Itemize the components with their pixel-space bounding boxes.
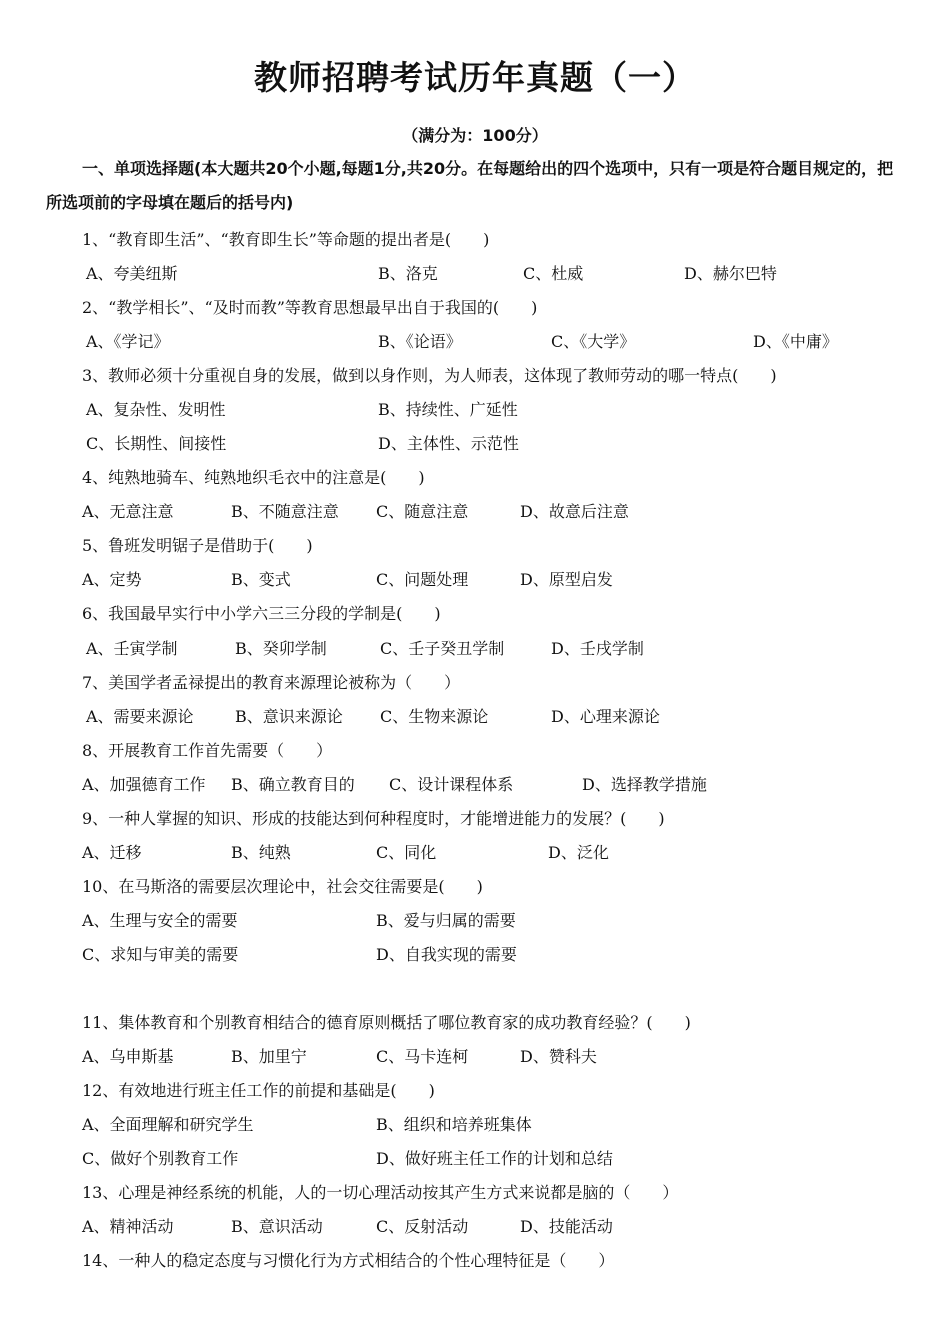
option-d: D、原型启发 xyxy=(520,570,613,589)
option-a: A、需要来源论 xyxy=(86,707,194,726)
option-d: D、《中庸》 xyxy=(753,332,838,351)
option-d: D、主体性、示范性 xyxy=(378,434,519,453)
option-c: C、同化 xyxy=(376,843,437,862)
question-stem: 1、“教育即生活”、“教育即生长”等命题的提出者是( ) xyxy=(82,230,490,249)
option-d: D、壬戌学制 xyxy=(551,639,644,658)
option-a: A、精神活动 xyxy=(82,1217,174,1236)
option-c: C、长期性、间接性 xyxy=(86,434,227,453)
option-c: C、生物来源论 xyxy=(380,707,489,726)
option-d: D、做好班主任工作的计划和总结 xyxy=(376,1149,613,1168)
option-d: D、自我实现的需要 xyxy=(376,945,517,964)
question-stem: 7、美国学者孟禄提出的教育来源理论被称为（ ） xyxy=(82,673,461,692)
option-b: B、加里宁 xyxy=(231,1047,307,1066)
option-d: D、泛化 xyxy=(548,843,609,862)
option-c: C、设计课程体系 xyxy=(389,775,514,794)
option-d: D、选择教学措施 xyxy=(582,775,707,794)
option-a: A、全面理解和研究学生 xyxy=(82,1115,254,1134)
option-a: A、壬寅学制 xyxy=(86,639,178,658)
question-stem: 14、一种人的稳定态度与习惯化行为方式相结合的个性心理特征是（ ） xyxy=(82,1251,615,1270)
option-d: D、赞科夫 xyxy=(520,1047,597,1066)
option-b: B、确立教育目的 xyxy=(231,775,355,794)
option-a: A、乌申斯基 xyxy=(82,1047,174,1066)
question-stem: 13、心理是神经系统的机能，人的一切心理活动按其产生方式来说都是脑的（ ） xyxy=(82,1183,679,1202)
option-c: C、马卡连柯 xyxy=(376,1047,469,1066)
document-title: 教师招聘考试历年真题（一） xyxy=(254,58,696,97)
option-d: D、故意后注意 xyxy=(520,502,629,521)
option-a: A、生理与安全的需要 xyxy=(82,911,238,930)
option-a: A、无意注意 xyxy=(82,502,174,521)
option-c: C、反射活动 xyxy=(376,1217,469,1236)
option-d: D、心理来源论 xyxy=(551,707,660,726)
question-stem: 10、在马斯洛的需要层次理论中，社会交往需要是( ) xyxy=(82,877,483,896)
option-b: B、癸卯学制 xyxy=(235,639,327,658)
question-stem: 8、开展教育工作首先需要（ ） xyxy=(82,741,333,760)
option-b: B、变式 xyxy=(231,570,291,589)
option-a: A、《学记》 xyxy=(86,332,170,351)
option-b: B、《论语》 xyxy=(378,332,462,351)
option-d: D、赫尔巴特 xyxy=(684,264,777,283)
question-stem: 12、有效地进行班主任工作的前提和基础是( ) xyxy=(82,1081,435,1100)
option-a: A、加强德育工作 xyxy=(82,775,206,794)
option-c: C、问题处理 xyxy=(376,570,469,589)
option-b: B、持续性、广延性 xyxy=(378,400,518,419)
option-c: C、杜威 xyxy=(523,264,584,283)
option-b: B、洛克 xyxy=(378,264,438,283)
option-b: B、爱与归属的需要 xyxy=(376,911,516,930)
question-stem: 9、一种人掌握的知识、形成的技能达到何种程度时，才能增进能力的发展？( ) xyxy=(82,809,665,828)
question-stem: 5、鲁班发明锯子是借助于( ) xyxy=(82,536,313,555)
question-stem: 3、教师必须十分重视自身的发展，做到以身作则，为人师表，这体现了教师劳动的哪一特点( ) xyxy=(82,366,777,385)
question-stem: 11、集体教育和个别教育相结合的德育原则概括了哪位教育家的成功教育经验？( ) xyxy=(82,1013,691,1032)
option-c: C、壬子癸丑学制 xyxy=(380,639,505,658)
question-stem: 2、“教学相长”、“及时而教”等教育思想最早出自于我国的( ) xyxy=(82,298,538,317)
option-b: B、意识活动 xyxy=(231,1217,323,1236)
option-a: A、定势 xyxy=(82,570,142,589)
option-b: B、纯熟 xyxy=(231,843,291,862)
option-c: C、《大学》 xyxy=(551,332,636,351)
question-stem: 4、纯熟地骑车、纯熟地织毛衣中的注意是( ) xyxy=(82,468,425,487)
option-a: A、复杂性、发明性 xyxy=(86,400,226,419)
option-a: A、夸美纽斯 xyxy=(86,264,178,283)
option-c: C、随意注意 xyxy=(376,502,469,521)
option-c: C、求知与审美的需要 xyxy=(82,945,239,964)
option-b: B、不随意注意 xyxy=(231,502,339,521)
option-c: C、做好个别教育工作 xyxy=(82,1149,239,1168)
question-stem: 6、我国最早实行中小学六三三分段的学制是( ) xyxy=(82,604,441,623)
option-a: A、迁移 xyxy=(82,843,142,862)
option-b: B、意识来源论 xyxy=(235,707,343,726)
score-note: （满分为：100分） xyxy=(402,126,548,145)
section-heading: 一、单项选择题(本大题共20个小题,每题1分,共20分。在每题给出的四个选项中，只有一项是符合题目规定的，把所选项前的字母填在题后的括号内) xyxy=(46,159,894,212)
option-b: B、组织和培养班集体 xyxy=(376,1115,532,1134)
option-d: D、技能活动 xyxy=(520,1217,613,1236)
